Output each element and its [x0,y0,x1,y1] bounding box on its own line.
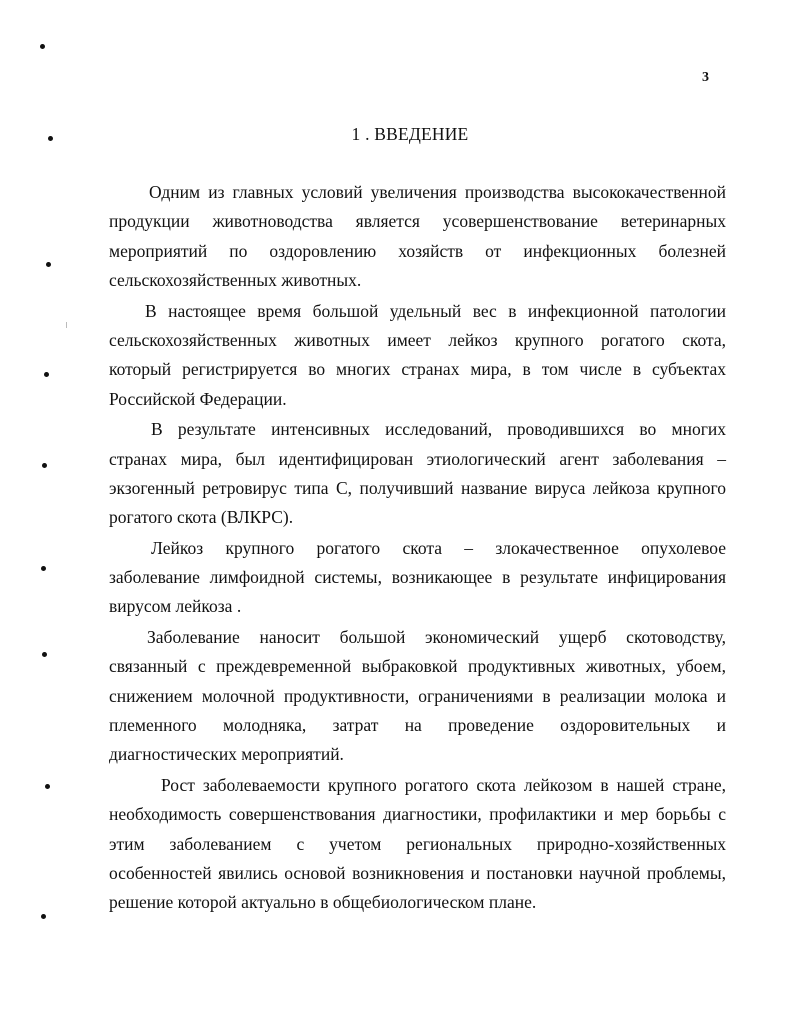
text-line: снижением молочной продуктивности, ограничениями в реализации молока и [109,685,726,706]
paragraph-5 [109,623,726,770]
body-text [109,178,726,918]
text-line: В настоящее время большой удельный вес в инфекционной патологии [145,300,726,321]
scan-mark [41,914,46,919]
text-line: этим заболеванием с учетом региональных природно-хозяйственных [109,833,726,854]
scan-mark [42,463,47,468]
text-line: сельскохозяйственных животных имеет лейкоз крупного рогатого скота, [109,329,726,350]
scan-mark [46,262,51,267]
text-line: В результате интенсивных исследований, проводившихся во многих [151,419,726,440]
text-line: рогатого скота (ВЛКРС). [109,507,294,528]
text-line: заболевание лимфоидной системы, возникающее в результате инфицирования [109,567,726,588]
text-line: Лейкоз крупного рогатого скота – злокачественное опухолевое [151,537,726,558]
text-line: продукции животноводства является усовершенствование ветеринарных [109,211,726,232]
text-line: племенного молодняка, затрат на проведение оздоровительных и [109,715,726,736]
paragraph-6 [109,771,726,918]
text-line: необходимость совершенствования диагностики, профилактики и мер борьбы с [109,804,726,825]
scan-mark [42,652,47,657]
scan-mark [45,784,50,789]
paragraph-1 [109,178,726,296]
paragraph-3 [109,415,726,533]
scan-mark [41,566,46,571]
text-line: Заболевание наносит большой экономический ущерб скотоводству, [147,626,726,647]
scan-mark [66,322,67,328]
text-line: сельскохозяйственных животных. [109,270,362,291]
text-line: особенностей явились основой возникновения и постановки научной проблемы, [109,862,726,883]
text-line: диагностических мероприятий. [109,744,344,765]
text-line: Одним из главных условий увеличения производства высококачественной [149,182,726,202]
text-line: который регистрируется во многих странах мира, в том числе в субъектах [109,359,726,380]
paragraph-4 [109,534,726,622]
text-line: Российской Федерации. [109,388,287,409]
text-line: экзогенный ретровирус типа С, получивший название вируса лейкоза крупного [109,477,726,498]
text-line: мероприятий по оздоровлению хозяйств от инфекционных болезней [109,240,726,261]
text-line: вирусом лейкоза . [109,596,242,617]
scan-mark [44,372,49,377]
text-line: решение которой актуально в общебиологическом плане. [109,892,537,913]
page-number: 3 [702,70,709,85]
section-heading: 1 . ВВЕДЕНИЕ [351,124,469,144]
scan-mark [40,44,45,49]
text-line: Рост заболеваемости крупного рогатого скота лейкозом в нашей стране, [161,774,726,795]
paragraph-2 [109,297,726,415]
text-line: странах мира, был идентифицирован этиологический агент заболевания – [109,448,726,469]
text-line: связанный с преждевременной выбраковкой продуктивных животных, убоем, [109,656,726,677]
scan-mark [48,136,53,141]
